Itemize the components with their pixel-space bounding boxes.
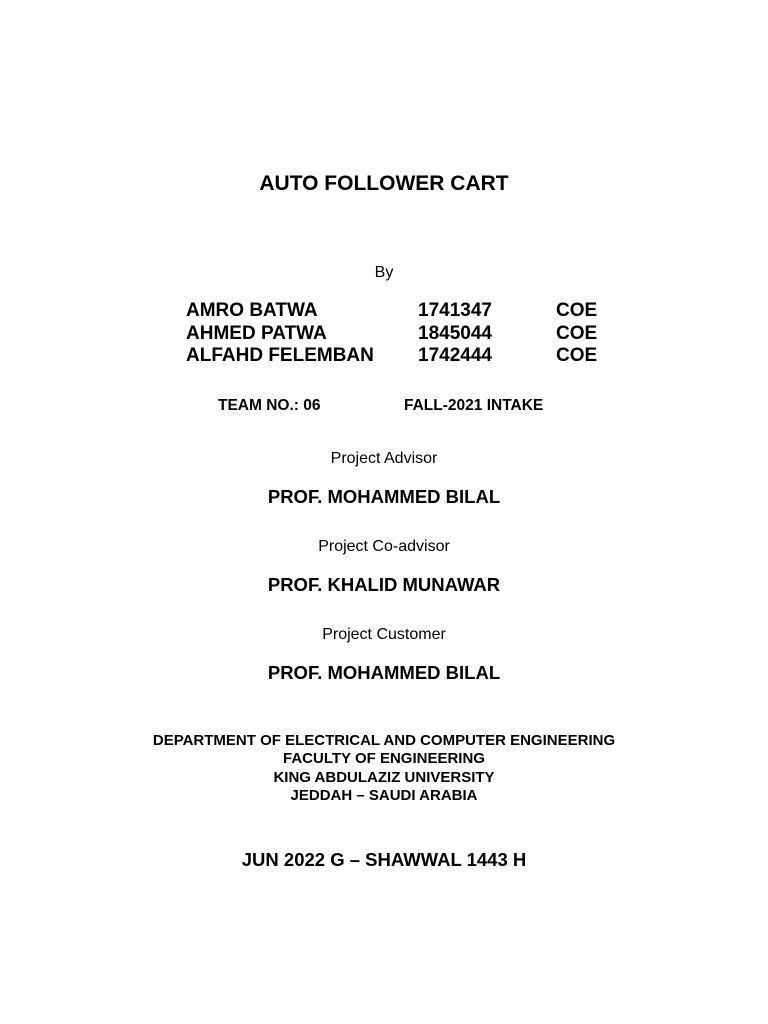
member-id: 1742444 <box>418 345 492 366</box>
coadvisor-label: Project Co-advisor <box>318 538 450 555</box>
by-label: By <box>374 264 394 281</box>
member-name: ALFAHD FELEMBAN <box>186 345 374 366</box>
member-dept: COE <box>556 345 598 366</box>
customer-name: PROF. MOHAMMED BILAL <box>267 662 501 683</box>
member-dept: COE <box>556 300 598 321</box>
member-id: 1845044 <box>418 322 492 344</box>
customer-label: Project Customer <box>322 626 446 643</box>
member-dept: COE <box>556 322 598 344</box>
advisor-label: Project Advisor <box>330 450 438 467</box>
member-id: 1741347 <box>418 300 492 321</box>
university-name: KING ABDULAZIZ UNIVERSITY <box>273 768 495 786</box>
team-number: TEAM NO.: 06 <box>218 397 321 414</box>
department-name: DEPARTMENT OF ELECTRICAL AND COMPUTER ENGINEERING <box>152 732 616 749</box>
team-intake: FALL-2021 INTAKE <box>404 397 544 414</box>
member-name: AMRO BATWA <box>186 300 318 321</box>
advisor-name: PROF. MOHAMMED BILAL <box>267 486 501 507</box>
submission-date: JUN 2022 G – SHAWWAL 1443 H <box>241 849 527 870</box>
member-name: AHMED PATWA <box>186 322 327 344</box>
location: JEDDAH – SAUDI ARABIA <box>290 786 478 804</box>
faculty-name: FACULTY OF ENGINEERING <box>283 750 485 768</box>
document-title: AUTO FOLLOWER CART <box>259 172 509 195</box>
coadvisor-name: PROF. KHALID MUNAWAR <box>267 574 501 595</box>
institution-block <box>0 732 768 805</box>
